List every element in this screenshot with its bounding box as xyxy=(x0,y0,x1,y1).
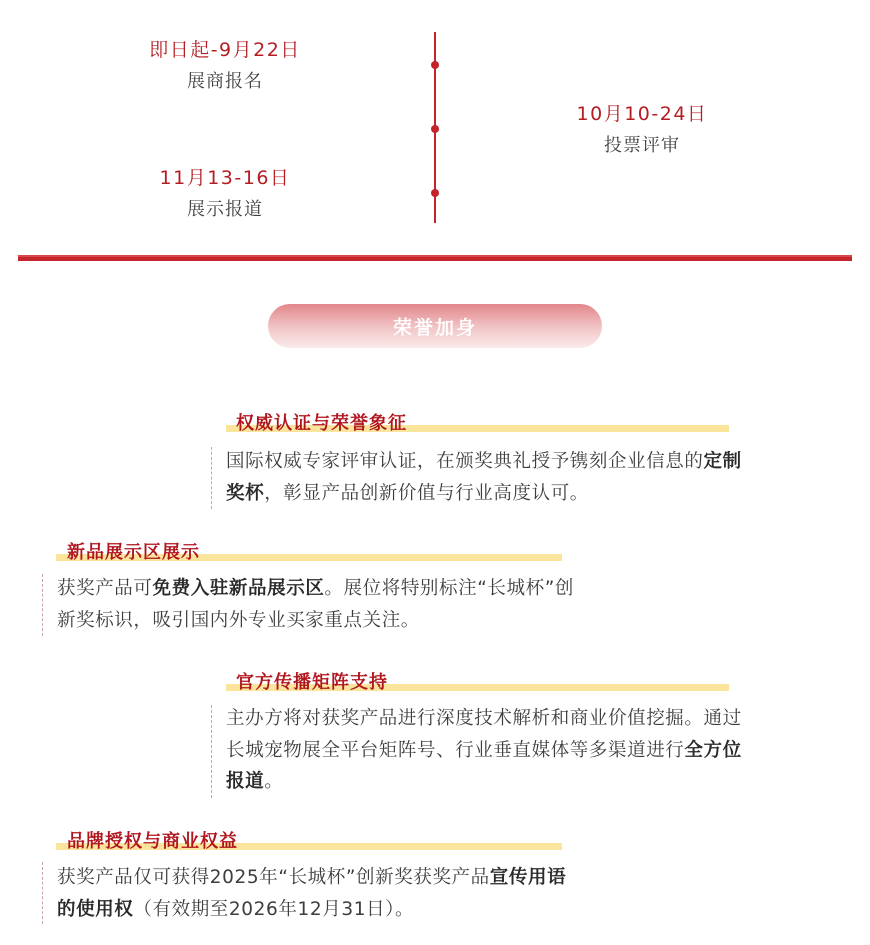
benefit-heading-showcase: 新品展示区展示 xyxy=(67,542,200,563)
section-title-pill xyxy=(268,304,602,348)
dashed-divider xyxy=(211,705,212,798)
benefit-text-licensing: 获奖产品仅可获得2025年“长城杯”创新奖获奖产品宣传用语 的使用权（有效期至2026年12月31日）。 xyxy=(57,867,567,920)
timeline-dot xyxy=(431,61,439,69)
benefit-text-certification: 国际权威专家评审认证，在颁奖典礼授予镌刻企业信息的定制 奖杯，彰显产品创新价值与行业高度认可。 xyxy=(226,451,742,504)
section-divider-highlight xyxy=(18,255,852,257)
benefit-heading-certification: 权威认证与荣誉象征 xyxy=(236,413,407,434)
benefit-text-promotion: 主办方将对获奖产品进行深度技术解析和商业价值挖掘。通过 长城宠物展全平台矩阵号、行业垂直媒体等多渠道进行全方位 报道。 xyxy=(226,708,742,792)
timeline-dot xyxy=(431,189,439,197)
timeline-label-showcase: 展示报道 xyxy=(187,199,263,220)
benefit-heading-promotion: 官方传播矩阵支持 xyxy=(236,672,388,693)
benefit-heading-licensing: 品牌授权与商业权益 xyxy=(67,831,238,852)
timeline-dot xyxy=(431,125,439,133)
section-title: 荣誉加身 xyxy=(392,316,477,339)
timeline-label-registration: 展商报名 xyxy=(187,71,263,92)
timeline-date-showcase: 11月13-16日 xyxy=(159,167,291,189)
timeline-date-registration: 即日起-9月22日 xyxy=(149,39,301,61)
dashed-divider xyxy=(42,862,43,924)
benefit-text-showcase: 获奖产品可免费入驻新品展示区。展位将特别标注“长城杯”创 新奖标识，吸引国内外专业买家重点关注。 xyxy=(57,578,574,631)
dashed-divider xyxy=(42,574,43,636)
timeline-label-voting: 投票评审 xyxy=(604,135,680,156)
timeline-date-voting: 10月10-24日 xyxy=(576,103,708,125)
dashed-divider xyxy=(211,447,212,509)
